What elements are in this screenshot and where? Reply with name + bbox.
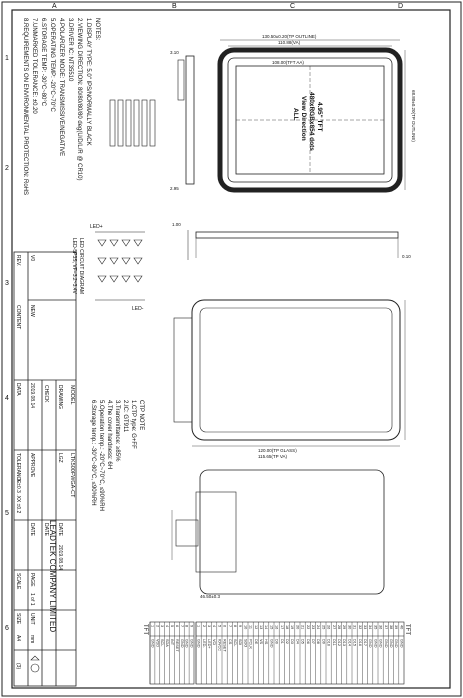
pin-signal: D1: [279, 639, 284, 644]
pin-number: 8: [184, 625, 189, 628]
dim-tail-label: 46.50±0.3: [200, 594, 220, 599]
pin-number: 2: [155, 625, 160, 628]
unit-label: UNIT: [29, 613, 35, 625]
lcd-view-title: [292, 92, 323, 151]
pin-signal: CS: [227, 639, 232, 645]
approve-label: APPROVE: [29, 453, 35, 478]
led-diode: [98, 258, 106, 264]
pin-signal: DE: [253, 639, 258, 645]
pin-signal: VS: [258, 639, 263, 645]
lcd-title-line-3: View Direction: [300, 96, 307, 141]
led-cathode-label: LED-: [132, 306, 144, 312]
led-labels: [90, 224, 144, 312]
pin-signal: GND: [378, 639, 383, 648]
check-label: CHECK: [43, 385, 49, 403]
pin-number: 15: [269, 625, 274, 630]
led-diode: [110, 276, 118, 282]
side-profile-dims: [172, 222, 411, 259]
dim-fpc2-label: 0.10: [402, 254, 411, 259]
dim-glass-label: 120.00(TP GLASS): [258, 448, 297, 453]
pin-signal: GND: [388, 639, 393, 648]
back-fpc-area: [174, 318, 192, 422]
fpc-pad-4: [134, 100, 139, 146]
title-block-col-1: [15, 255, 21, 669]
pin-number: 21: [300, 625, 305, 630]
pin-signal: LED-: [201, 639, 206, 648]
tft-table-label-block: [404, 624, 410, 635]
model-value: LTK500FWGA-CT: [69, 453, 75, 498]
pin-signal: RESET: [174, 639, 179, 652]
tail-connector: [176, 520, 198, 546]
title-block-col-3: [43, 385, 49, 537]
zone-number-2: 2: [5, 165, 9, 172]
pin-number: 36: [378, 625, 383, 630]
pin-number: 33: [362, 625, 367, 630]
notes-line-1: 1.DISPLAY TYPE: 5.0" IPS/NORMALLY BLACK: [85, 18, 91, 146]
pin-number: 18: [284, 625, 289, 630]
date-label-3: DATE: [43, 523, 49, 536]
pin-signal: D0: [274, 639, 279, 644]
date-value: 2019.08.14: [57, 545, 63, 571]
pin-number: 6: [174, 625, 179, 628]
pin-signal: VDD: [155, 639, 160, 648]
back-inner: [200, 308, 392, 432]
pin-signal: D6: [305, 639, 310, 644]
dim-thk1-label: 3.10: [170, 50, 179, 55]
model-label: MODEL: [69, 385, 75, 405]
pin-signal: IOVCC: [217, 639, 222, 652]
zone-letter-d: D: [398, 3, 404, 10]
pin-number: 16: [274, 625, 279, 630]
pin-number: 26: [326, 625, 331, 630]
sheet-number: (3): [15, 663, 21, 670]
pin-signal: D8: [316, 639, 321, 644]
pin-number: 24: [316, 625, 321, 630]
pin-number: 9: [238, 625, 243, 628]
fpc-pad-2: [118, 100, 123, 146]
pin-number: 14: [264, 625, 269, 630]
pin-number: 17: [279, 625, 284, 630]
pin-signal: GND: [179, 639, 184, 648]
pin-number: 6: [222, 625, 227, 628]
pin-number: 9: [189, 625, 194, 628]
notes-block: [22, 18, 100, 195]
rev-label: REV.: [15, 255, 21, 267]
pin-number: 22: [305, 625, 310, 630]
pin-number: 38: [388, 625, 393, 630]
pin-number: 13: [258, 625, 263, 630]
content-label: CONTENT: [15, 305, 21, 330]
led-subtitle: LED-5P3S, VF=3.2~3.4V: [71, 238, 77, 294]
title-block: [14, 252, 76, 686]
pin-number: 28: [336, 625, 341, 630]
pin-signal: RESET: [222, 639, 227, 652]
projection-cone: [31, 656, 39, 660]
drawing-label: DRAWING: [57, 385, 63, 409]
lcd-title-line-1: 4.95" TFT: [316, 102, 323, 132]
company-name: LEADTEK COMPANY LIMITED: [48, 520, 57, 633]
lcd-title-line-2: 480xRGBx854 dots: [308, 92, 315, 151]
led-circuit: [95, 232, 145, 300]
pin-signal: D16: [357, 639, 362, 646]
pin-signal: GND: [184, 639, 189, 648]
pin-number: 3: [206, 625, 211, 628]
date-label: DATE: [57, 523, 63, 536]
pin-number: 2: [201, 625, 206, 628]
tolerance-label: TOLERANCE: [15, 453, 21, 484]
led-diode: [134, 240, 142, 246]
pin-signal: INT: [170, 639, 175, 646]
dim-va-label: 110.88(VA): [278, 40, 301, 45]
pin-number: 4: [165, 625, 170, 628]
notes-line-8: 8.REQUIREMENTS ON ENVIRONMENTAL PROTECTION: RoHS: [22, 18, 28, 196]
ctp-note-line-2: 2.IC: GT911: [122, 400, 128, 433]
fpc-pads: [110, 100, 155, 146]
pin-number: 31: [352, 625, 357, 630]
pin-signal: SCL: [232, 639, 237, 647]
led-diode: [134, 276, 142, 282]
pin-number: 35: [373, 625, 378, 630]
zone-number-1: 1: [5, 55, 9, 62]
pin-number: 29: [342, 625, 347, 630]
unit-value: mm: [29, 635, 35, 644]
zone-number-5: 5: [5, 510, 9, 517]
pin-signal: GND: [383, 639, 388, 648]
notes-line-2: 2.VIEWING DIRECTION: 80/80/80/80 deg(U/D/L/R @ CR10): [76, 18, 82, 181]
zone-letter-a: A: [52, 3, 57, 10]
pin-signal: D11: [331, 639, 336, 646]
zone-number-4: 4: [5, 395, 9, 402]
led-diode: [122, 240, 130, 246]
pin-signal: D13: [342, 639, 347, 646]
pin-signal: D14: [347, 639, 352, 646]
dim-aa-label: 108.00(TFT AA): [272, 60, 304, 65]
pin-number: 3: [160, 625, 165, 628]
pin-signal: GND: [368, 639, 373, 648]
zone-number-3: 3: [5, 280, 9, 287]
pin-signal: SCL: [160, 639, 165, 647]
fpc-pad-3: [126, 100, 131, 146]
page-value: 1 of 1: [29, 593, 35, 606]
pin-signal: GND: [269, 639, 274, 648]
size-label: SIZE: [15, 613, 21, 625]
fpc-pad-5: [142, 100, 147, 146]
scale-label: SCALE: [15, 573, 21, 590]
pin-signal: GND: [196, 639, 201, 648]
date-label-2: DATE: [29, 523, 35, 536]
profile-body: [196, 232, 398, 238]
pin-number: 7: [227, 625, 232, 628]
back-view-dims: [258, 448, 297, 459]
pin-number: 20: [295, 625, 300, 630]
dim-outline-label: 130.50±0.20(TP OUTLINE): [262, 34, 317, 39]
notes-line-7: 7.UNMARKED TOLERANCE: ±0.20: [31, 18, 37, 114]
pin-signal: LED+: [206, 639, 211, 649]
tail-panel-outline: [200, 470, 384, 594]
led-diode: [134, 258, 142, 264]
led-array: [98, 240, 142, 282]
led-anode-label: LED+: [90, 224, 103, 230]
led-diode: [122, 276, 130, 282]
zone-numbers: [5, 55, 9, 632]
rev-date: 2019.08.14: [29, 383, 35, 409]
pin-number: 37: [383, 625, 388, 630]
side-view-fpc: [178, 60, 184, 100]
front-view-width-dim: [411, 90, 416, 142]
pin-signal: GND: [189, 639, 194, 648]
ctp-note-line-4: 4.The cover hardness: 6H: [106, 400, 112, 470]
ctp-table-label-block: [142, 624, 148, 635]
pin-signal: D15: [352, 639, 357, 646]
dim-thk2-label: 2.95: [170, 186, 179, 191]
pin-number: 25: [321, 625, 326, 630]
pin-signal: HS: [264, 639, 269, 645]
page-label: PAGE: [29, 573, 35, 587]
zone-letter-b: B: [172, 3, 177, 10]
pin-signal: D9: [321, 639, 326, 644]
pin-number: 5: [217, 625, 222, 628]
led-diode: [110, 258, 118, 264]
pin-number: 27: [331, 625, 336, 630]
pin-number: 11: [248, 625, 253, 629]
pin-signal: D7: [310, 639, 315, 644]
tail-fpc-body: [196, 492, 236, 572]
pin-number: 7: [179, 625, 184, 628]
dim-tpva-label: 115.65(TP VA): [258, 454, 288, 459]
led-diode: [110, 240, 118, 246]
back-view: [174, 300, 405, 446]
ctp-note-heading: CTP NOTE: [138, 400, 144, 431]
tolerance-value: .X ±0.3 .XX ±0.2: [15, 477, 21, 514]
pin-number: 12: [253, 625, 258, 630]
pin-signal: SDA: [165, 639, 170, 647]
led-diode: [98, 276, 106, 282]
zone-letters: [52, 3, 403, 10]
fpc-tail-view: [172, 470, 384, 594]
pin-number: 39: [394, 625, 399, 630]
notes-line-5: 5.OPERATING TEMP: -20°C~70°C: [49, 18, 55, 112]
pin-signal: D3: [290, 639, 295, 644]
ctp-note-block: [90, 400, 144, 511]
pin-signal: VCI: [212, 639, 217, 646]
side-profile: [188, 230, 398, 260]
rev-value: V0: [29, 255, 35, 262]
drawing-value: LGZ: [57, 453, 63, 463]
pin-table-frame: [150, 622, 194, 684]
zone-letter-c: C: [290, 3, 296, 10]
lcd-title-line-4: ALL: [292, 108, 299, 121]
led-diode: [98, 240, 106, 246]
title-block-border: [14, 252, 76, 686]
notes-line-6: 6.STORAGE TEMP: -30°C~80°C: [40, 18, 46, 107]
side-view-panel: [186, 56, 194, 184]
dim-fpc1-label: 1.00: [172, 222, 181, 227]
data-label: DATA: [15, 383, 21, 396]
pin-signal: D2: [284, 639, 289, 644]
led-diode: [122, 258, 130, 264]
pin-signal: D10: [326, 639, 331, 646]
led-title-block: [71, 238, 84, 295]
pin-number: 4: [212, 625, 217, 628]
content-value: NEW: [29, 305, 35, 317]
pin-signal: SDI: [238, 639, 243, 646]
pin-signal: GND: [399, 639, 404, 648]
notes-heading: NOTES:: [94, 18, 100, 41]
pin-number: 10: [243, 625, 248, 630]
ctp-note-line-5: 5.Operation temp.: -20°C~70°C, ≤90%RH: [98, 400, 104, 511]
fpc-pad-6: [150, 100, 155, 146]
tail-dims: [200, 594, 220, 599]
pin-number: 8: [232, 625, 237, 628]
pin-signal: PCLK: [248, 639, 253, 649]
zone-number-6: 6: [5, 625, 9, 632]
pin-number: 19: [290, 625, 295, 630]
pin-number: 23: [310, 625, 315, 630]
pin-number: 1: [196, 625, 201, 628]
pin-signal: GND: [394, 639, 399, 648]
pin-number: 40: [399, 625, 404, 630]
fpc-pad-1: [110, 100, 115, 146]
pin-signal: GND: [373, 639, 378, 648]
ctp-note-line-3: 3.Transmittance: ≥85%: [114, 400, 120, 462]
tft-pin-table: [196, 622, 404, 684]
title-block-col-2: [29, 255, 35, 643]
ctp-note-line-6: 6.Storage temp.: -30°C~80°C, ≤90%RH: [90, 400, 96, 506]
pin-number: 30: [347, 625, 352, 630]
notes-line-3: 3.DRIVER IC: NT35510: [67, 18, 73, 82]
pin-number: 34: [368, 625, 373, 630]
pin-signal: D12: [336, 639, 341, 646]
tft-table-label: TFT: [404, 624, 410, 635]
projection-circle: [31, 664, 39, 672]
pin-number: 1: [150, 625, 155, 628]
led-title: LED CIRCUIT DIAGRAM: [78, 238, 84, 295]
notes-line-4: 4.POLARIZER MODE: TRANSMISSIVE/NEGATIVE: [58, 18, 64, 157]
title-block-col-5: [69, 385, 75, 498]
pin-signal: D17: [362, 639, 367, 646]
pin-number: 5: [170, 625, 175, 628]
ctp-note-line-1: 1.CTP type: G+FF: [130, 400, 136, 449]
ctp-table-label: TFT: [142, 624, 148, 635]
pin-signal: SDO: [243, 639, 248, 648]
pin-signal: D4: [295, 639, 300, 644]
dim-width-label: 68.80±0.20(TP OUTLINE): [411, 90, 416, 142]
pin-signal: D5: [300, 639, 305, 644]
company-name-block: [48, 520, 57, 632]
size-value: A4: [15, 635, 21, 642]
ctp-pin-table: [150, 622, 194, 684]
pin-number: 32: [357, 625, 362, 630]
projection-symbol: [31, 656, 39, 672]
back-outline: [192, 300, 400, 440]
pin-signal: GND: [150, 639, 155, 648]
